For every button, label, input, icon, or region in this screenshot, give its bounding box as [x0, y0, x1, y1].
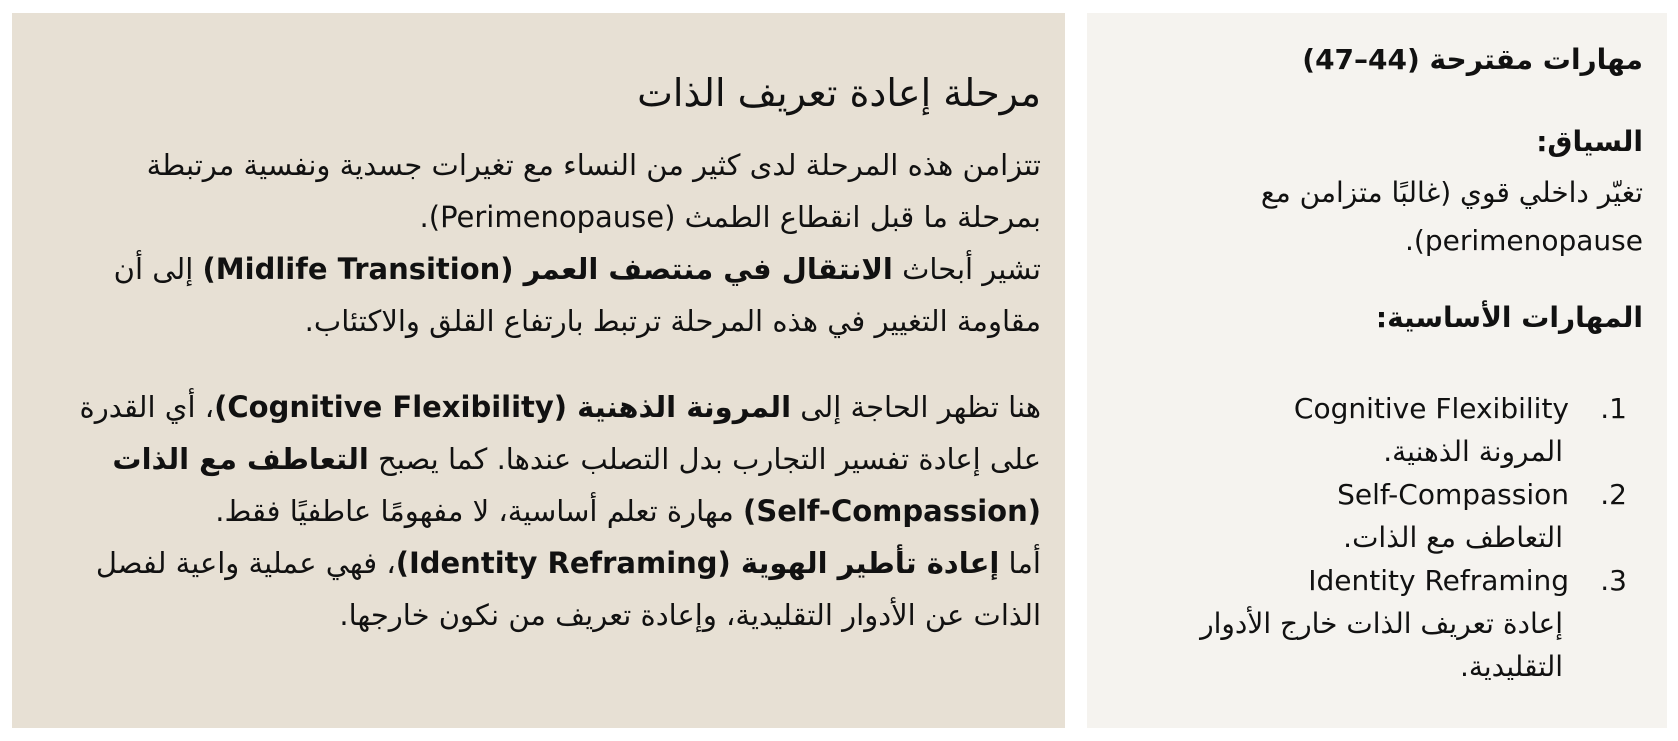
paragraph-text: أما [999, 545, 1041, 580]
skill-english-name: Identity Reframing [1308, 564, 1569, 597]
skill-english-name: Cognitive Flexibility [1293, 392, 1569, 425]
identity-reframing-term: إعادة تأطير الهوية (Identity Reframing) [395, 545, 1000, 580]
paragraph-text: إلى أن مقاومة التغيير في هذه المرحلة ترتبط بارتفاع القلق والاكتئاب. [113, 251, 1041, 338]
midlife-transition-term: الانتقال في منتصف العمر (Midlife Transition) [202, 251, 893, 286]
main-title: مرحلة إعادة تعريف الذات [637, 71, 1041, 115]
paragraph-text: هنا تظهر الحاجة إلى [791, 389, 1041, 424]
paragraph-text: تشير أبحاث [892, 251, 1041, 286]
context-text: تغيّر داخلي قوي (غالبًا متزامن مع perimenopause). [1260, 176, 1643, 257]
paragraph-flexibility [62, 381, 1041, 537]
cognitive-flexibility-term: المرونة الذهنية (Cognitive Flexibility) [214, 389, 792, 424]
skill-content [1127, 473, 1569, 559]
skill-content [1127, 559, 1569, 688]
list-number: 1. [1600, 392, 1627, 425]
skill-arabic-description: المرونة الذهنية. [1383, 435, 1563, 468]
skill-arabic-description: التعاطف مع الذات. [1343, 521, 1563, 554]
paragraph-text: مهارة تعلم أساسية، لا مفهومًا عاطفيًا فقط. [215, 493, 744, 528]
paragraph-identity-reframing [62, 537, 1041, 641]
skill-arabic-description: إعادة تعريف الذات خارج الأدوار التقليدية. [1200, 607, 1563, 683]
skill-english-name: Self-Compassion [1337, 478, 1569, 511]
paragraph-midlife-transition [62, 243, 1041, 347]
context-label: السياق: [1536, 125, 1643, 158]
skills-list [1127, 387, 1643, 688]
skill-content [1127, 387, 1569, 473]
core-skills-label: المهارات الأساسية: [1375, 301, 1643, 334]
sidebar-title: مهارات مقترحة (44–47) [1302, 43, 1643, 76]
list-number: 3. [1600, 564, 1627, 597]
list-item [1127, 559, 1643, 688]
self-compassion-term: التعاطف مع الذات (Self-Compassion) [112, 441, 1041, 528]
skills-sidebar [1087, 13, 1667, 728]
paragraph-spacer [62, 347, 1041, 381]
paragraph-text: ، أي القدرة على إعادة تفسير التجارب بدل التصلب عندها. كما يصبح [79, 389, 1041, 476]
paragraph-text: ، فهي عملية واعية لفصل الذات عن الأدوار التقليدية، وإعادة تعريف من نكون خارجها. [95, 545, 1041, 632]
list-item [1127, 387, 1643, 473]
main-content-panel [12, 13, 1065, 728]
list-number: 2. [1600, 478, 1627, 511]
paragraph-perimenopause: تتزامن هذه المرحلة لدى كثير من النساء مع تغيرات جسدية ونفسية مرتبطة بمرحلة ما قبل انقطاع الطمث (Perimenopause). [146, 147, 1041, 234]
list-item [1127, 473, 1643, 559]
